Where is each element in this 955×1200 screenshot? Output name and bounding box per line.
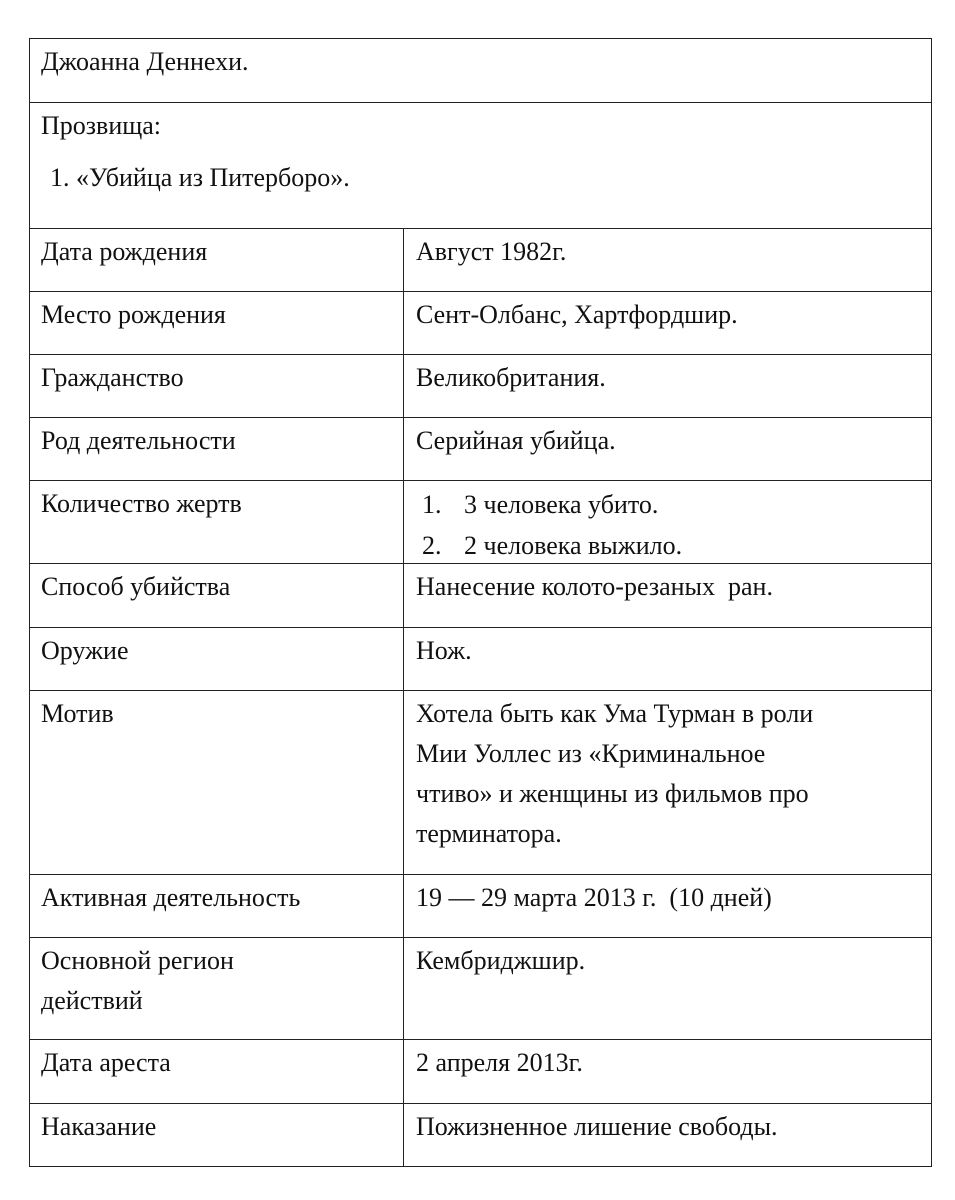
nickname-number: 1.: [50, 163, 70, 192]
arrest-date-row: [30, 1040, 931, 1104]
birth-place-label: Место рождения: [30, 292, 404, 354]
motive-label: Мотив: [30, 691, 404, 874]
birth-place-value: Сент-Олбанс, Хартфордшир.: [416, 300, 738, 329]
method-label: Способ убийства: [30, 564, 404, 627]
occupation-label: Род деятельности: [30, 418, 404, 480]
motive-line: терминатора.: [416, 819, 562, 848]
motive-line: чтиво» и женщины из фильмов про: [416, 779, 809, 808]
name-cell: [30, 39, 931, 102]
punishment-row: [30, 1104, 931, 1166]
occupation-row: [30, 418, 931, 481]
motive-line: Мии Уоллес из «Криминальное: [416, 739, 766, 768]
weapon-label: Оружие: [30, 628, 404, 690]
victims-item: [416, 525, 921, 566]
active-period-row: [30, 875, 931, 938]
nickname-item: [41, 158, 931, 198]
birth-date-row: [30, 229, 931, 292]
citizenship-value: Великобритания.: [416, 363, 606, 392]
victims-item: [416, 484, 921, 525]
citizenship-label: Гражданство: [30, 355, 404, 417]
nicknames-cell: [30, 103, 931, 228]
birth-date-value: Август 1982г.: [416, 237, 567, 266]
profile-table: [29, 38, 932, 1167]
region-row: [30, 938, 931, 1040]
arrest-date-value: 2 апреля 2013г.: [416, 1048, 583, 1077]
nickname-text: «Убийца из Питерборо».: [76, 163, 350, 192]
victims-item-text: 3 человека убито.: [464, 490, 659, 519]
birth-date-label: Дата рождения: [30, 229, 404, 291]
method-row: [30, 564, 931, 628]
birth-place-row: [30, 292, 931, 355]
citizenship-row: [30, 355, 931, 418]
victims-item-number: 1.: [422, 490, 442, 519]
method-value: Нанесение колото-резаных ран.: [416, 572, 773, 601]
weapon-value: Нож.: [416, 636, 472, 665]
punishment-value: Пожизненное лишение свободы.: [416, 1112, 778, 1141]
name-row: [30, 39, 931, 103]
victims-row: [30, 481, 931, 564]
victims-item-text: 2 человека выжило.: [464, 531, 683, 560]
region-label-line: действий: [41, 986, 143, 1015]
victims-list: [404, 481, 931, 563]
arrest-date-label: Дата ареста: [30, 1040, 404, 1103]
region-label: [30, 938, 404, 1039]
victims-item-number: 2.: [422, 531, 442, 560]
region-value: Кембриджшир.: [416, 946, 586, 975]
motive-line: Хотела быть как Ума Турман в роли: [416, 699, 814, 728]
person-name: Джоанна Деннехи.: [41, 47, 249, 76]
nicknames-row: [30, 103, 931, 229]
occupation-value: Серийная убийца.: [416, 426, 616, 455]
nicknames-label: Прозвища:: [41, 111, 162, 140]
punishment-label: Наказание: [30, 1104, 404, 1166]
active-period-value: 19 — 29 марта 2013 г. (10 дней): [416, 883, 772, 912]
weapon-row: [30, 628, 931, 691]
victims-label: Количество жертв: [30, 481, 404, 563]
motive-value: [404, 691, 931, 874]
active-period-label: Активная деятельность: [30, 875, 404, 937]
motive-row: [30, 691, 931, 875]
region-label-line: Основной регион: [41, 946, 234, 975]
